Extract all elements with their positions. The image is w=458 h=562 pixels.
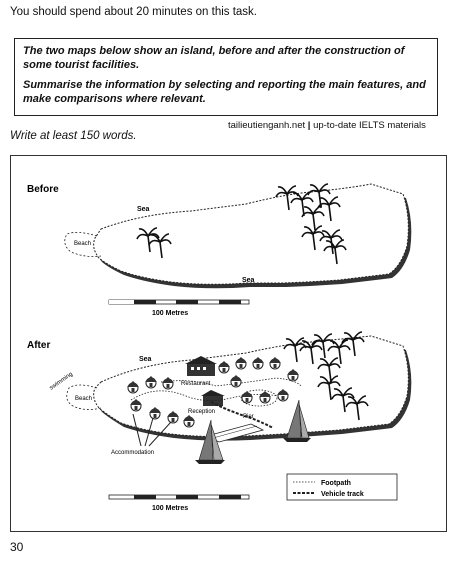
after-scale-bar (109, 495, 249, 499)
before-title: Before (27, 184, 59, 195)
map-legend (287, 474, 397, 500)
before-scale-bar (109, 300, 249, 304)
watermark (228, 120, 426, 131)
before-sea-top-label: Sea (137, 206, 150, 213)
after-sea-label: Sea (139, 356, 152, 363)
before-beach-label: Beach (74, 241, 92, 247)
reception-label: Reception (188, 409, 216, 415)
task-prompt-box (14, 38, 438, 116)
maps-figure (10, 155, 447, 532)
word-count-instruction: Write at least 150 words. (10, 130, 137, 142)
before-scale-label: 100 Metres (152, 310, 189, 317)
task-prompt-line1: The two maps below show an island, before and after the construction of some tourist facilities. (23, 45, 405, 71)
watermark-site: tailieutienganh.net (228, 120, 306, 131)
after-map (27, 332, 411, 512)
legend-footpath: Footpath (321, 480, 351, 487)
before-map (27, 184, 411, 317)
after-beach-label: Beach (75, 396, 93, 402)
page-number: 30 (10, 540, 24, 554)
after-title: After (27, 340, 51, 351)
legend-vehicle-track: Vehicle track (321, 491, 364, 498)
accommodation-label: Accommodation (111, 450, 155, 456)
pier-label: Pier (243, 414, 254, 420)
task-prompt-line2: Summarise the information by selecting and reporting the main features, and make comparisons where relevant. (23, 79, 426, 105)
task-instruction: You should spend about 20 minutes on this task. (10, 6, 257, 18)
before-sea-bottom-label: Sea (242, 277, 255, 284)
watermark-tagline: up-to-date IELTS materials (313, 120, 426, 131)
restaurant-label: Restaurant (181, 381, 211, 387)
watermark-separator: | (307, 120, 311, 131)
after-scale-label: 100 Metres (152, 505, 189, 512)
maps-svg (11, 156, 446, 531)
swimming-label: swimming (48, 371, 74, 392)
